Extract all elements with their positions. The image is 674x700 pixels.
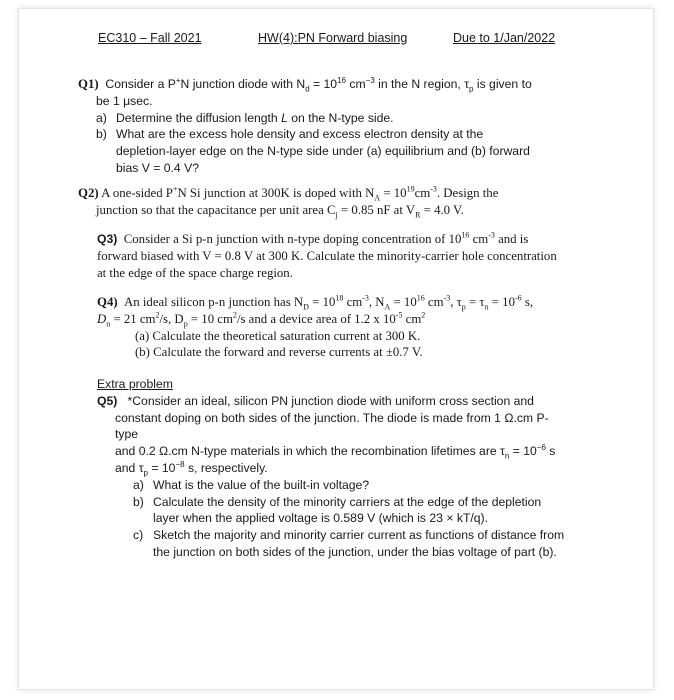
question-4-part-a: (a) Calculate the theoretical saturation current at 300 K. (135, 328, 421, 343)
question-3-label: Q3) (97, 232, 118, 246)
question-5-part-b: b) Calculate the density of the minority carriers at the edge of the depletion layer when the applied voltage is 0.589 V (which is 23 × kT/q). (133, 494, 542, 526)
question-1: Q1) Consider a P+N junction diode with $N_d = 10^{16}$ $cm^{-3}$ in the N region, $\tau_p$ is given to be 1 μsec. a) Determine the diffusion length L on the N-type side. b) What are the excess hole density and excess electron density at the depletion-layer edge on the N-type side under (a) equilibrium and (b) forward bias V = 0.4 V? (78, 76, 562, 177)
question-4-part-b: (b) Calculate the forward and reverse currents at ±0.7 V. (135, 345, 423, 360)
question-1-label: Q1) (78, 77, 99, 91)
homework-title: HW(4):PN Forward biasing (258, 31, 408, 45)
extra-problem: Extra problem Q5) *Consider an ideal, silicon PN junction diode with uniform cross section and constant doping on both sides of the junction. The diode is made from 1 Ω.cm P-type and 0.2 Ω.cm N-type materials in which the recombination lifetimes are $\tau_n = 10^{-6}$ s and $\tau_p = 10^{-8}$ s, respectively. a) What is the value of the built-in voltage? b) Calculate the density of the minority carriers at the edge of the depletion layer when the applied voltage is 0.589 V (which is 23 × kT/q). c) Sketch the majority and minority carrier current as functions of distance from the junction on both sides of the junction, under the bias voltage of part (b). (97, 376, 567, 561)
course-title: EC310 – Fall 2021 (98, 31, 202, 45)
question-5-label: Q5) (97, 393, 118, 408)
question-3: Q3) Consider a Si p-n junction with n-type doping concentration of $10^{16}$ $cm^{-3}$ and is forward biased with V = 0.8 V at 300 K. Calculate the minority-carrier hole concentration at the edge of the space charge region. (97, 230, 557, 280)
question-1-part-b: b) What are the excess hole density and excess electron density at the depletion-layer edge on the N-type side under (a) equilibrium and (b) forward bias V = 0.4 V? (96, 127, 530, 175)
extra-problem-title: Extra problem (97, 377, 173, 391)
question-4-label: Q4) (97, 295, 118, 309)
question-5-part-a: a) What is the value of the built-in voltage? (133, 477, 370, 492)
question-2-label: Q2) (78, 186, 99, 200)
question-5-part-c: c) Sketch the majority and minority carrier current as functions of distance from the junction on both sides of the junction, under the bias voltage of part (b). (133, 528, 565, 559)
question-2: Q2) A one-sided P+N Si junction at 300K is doped with $N_A = 10^{19}cm^{-3}$. Design the junction so that the capacitance per unit area $C_j = 0.85$ nF at $V_R = 4.0$ V. (78, 184, 499, 220)
question-1-intro: Q1) Consider a P+N junction diode with $N_d = 10^{16}$ $cm^{-3}$ in the N region, $\tau_p$ is given to (78, 75, 532, 94)
question-4: Q4) An ideal silicon p-n junction has $N_D = 10^{18}$ $cm^{-3}$, $N_A = 10^{16}$ $cm^{-3}$, $\tau_p = \tau_n = 10^{-6}$ s, $D_n = 21$ $cm^2/s$, $D_p = 10$ $cm^2/s$ and a device area of 1.2 x $10^{-5}$ $cm^2$ (a) Calculate the theoretical saturation current at 300 K. (b) Calculate the forward and reverse currents at ±0.7 V. (97, 294, 565, 361)
question-1-part-a: a) Determine the diffusion length L on the N-type side. (96, 110, 394, 125)
due-date: Due to 1/Jan/2022 (453, 31, 556, 45)
